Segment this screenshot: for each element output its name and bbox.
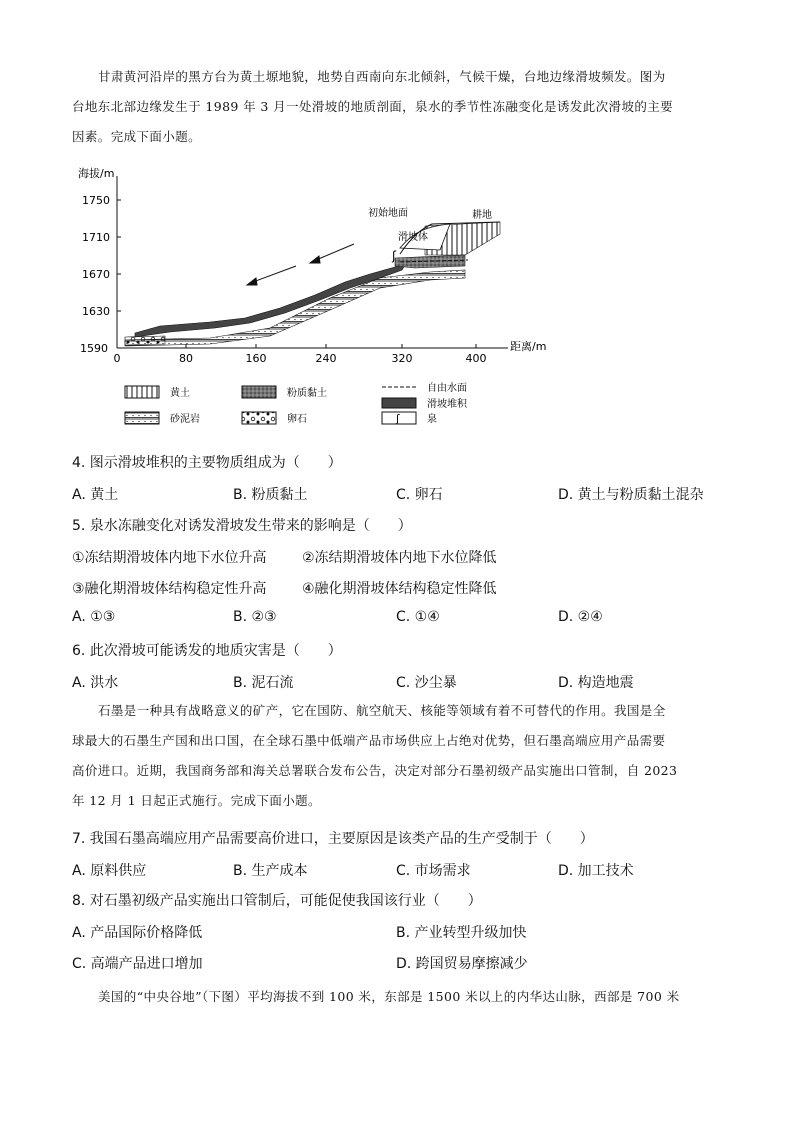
x-tick-label: 320	[391, 352, 413, 365]
q8-option-d[interactable]: D. 跨国贸易摩擦减少	[396, 956, 528, 972]
legend-swatch-landslide-deposit	[382, 398, 416, 408]
legend-text-loess: 黄土	[170, 388, 190, 399]
legend-swatch-pebble	[242, 412, 276, 424]
y-tick-label: 1710	[82, 231, 110, 244]
q5-item-2: ②冻结期滑坡体内地下水位降低	[302, 550, 497, 566]
q7-option-b[interactable]: B. 生产成本	[233, 863, 308, 879]
intro-paragraph-3	[72, 982, 722, 1012]
y-tick-label: 1670	[82, 268, 110, 281]
question-8-stem: 8. 对石墨初级产品实施出口管制后，可能促使我国该行业（ ）	[72, 893, 482, 909]
legend-swatch-loess	[125, 386, 159, 398]
q4-option-c[interactable]: C. 卵石	[396, 487, 443, 503]
q8-option-b[interactable]: B. 产业转型升级加快	[396, 925, 527, 941]
legend	[125, 381, 468, 425]
y-tick-label: 1590	[80, 342, 108, 355]
x-tick-label: 400	[465, 352, 487, 365]
intro3-line1: 美国的“中央谷地”（下图）平均海拔不到 100 米，东部是 1500 米以上的内华达山脉，西部是 700 米	[98, 989, 680, 1004]
intro2-line4: 年 12 月 1 日起正式施行。完成下面小题。	[72, 793, 321, 808]
q6-option-a[interactable]: A. 洪水	[72, 675, 119, 691]
label-farmland: 耕地	[472, 210, 492, 221]
legend-swatch-sandy-mudstone	[125, 412, 159, 424]
pebble-layer	[125, 336, 165, 345]
q8-option-c[interactable]: C. 高端产品进口增加	[72, 956, 203, 972]
legend-text-water-table: 自由水面	[427, 383, 467, 394]
spring-symbol: ʃ	[392, 249, 397, 263]
intro1-line1: 甘肃黄河沿岸的黑方台为黄土塬地貌，地势自西南向东北倾斜，气候干燥，台地边缘滑坡频发。图为	[98, 69, 666, 84]
intro2-line3: 高价进口。近期，我国商务部和海关总署联合发布公告，决定对部分石墨初级产品实施出口管制，自 2023	[72, 763, 678, 778]
legend-text-sandy-mudstone: 砂泥岩	[170, 414, 200, 425]
x-axis-label: 距离/m	[510, 340, 547, 353]
question-4-stem: 4. 图示滑坡堆积的主要物质组成为（ ）	[72, 455, 342, 471]
landslide-deposit	[135, 260, 408, 337]
intro2-line1: 石墨是一种具有战略意义的矿产，它在国防、航空航天、核能等领域有着不可替代的作用。我国是全	[98, 703, 666, 718]
y-tick-label: 1630	[82, 305, 110, 318]
landslide-profile-figure	[70, 160, 550, 438]
label-initial-ground: 初始地面	[368, 208, 408, 219]
q7-option-a[interactable]: A. 原料供应	[72, 863, 147, 879]
intro-paragraph-1	[72, 62, 722, 152]
q5-option-b[interactable]: B. ②③	[233, 609, 277, 625]
x-ticks	[114, 344, 487, 365]
question-5-stem: 5. 泉水冻融变化对诱发滑坡发生带来的影响是（ ）	[72, 518, 412, 534]
q5-option-a[interactable]: A. ①③	[72, 609, 116, 625]
q5-item-3: ③融化期滑坡体结构稳定性升高	[72, 581, 267, 597]
q5-item-1: ①冻结期滑坡体内地下水位升高	[72, 550, 267, 566]
q4-option-b[interactable]: B. 粉质黏土	[233, 487, 308, 503]
q4-option-a[interactable]: A. 黄土	[72, 487, 119, 503]
y-tick-label: 1750	[82, 194, 110, 207]
intro1-line3: 因素。完成下面小题。	[72, 129, 202, 144]
legend-text-pebble: 卵石	[287, 414, 307, 425]
legend-text-silty-clay: 粉质黏土	[287, 388, 327, 399]
y-ticks	[80, 194, 121, 355]
q8-option-a[interactable]: A. 产品国际价格降低	[72, 925, 203, 941]
q6-option-b[interactable]: B. 泥石流	[233, 675, 294, 691]
y-axis-label: 海拔/m	[78, 167, 115, 180]
legend-text-spring: 泉	[427, 414, 437, 425]
q6-option-d[interactable]: D. 构造地震	[558, 675, 634, 691]
slide-direction-arrows	[247, 244, 354, 285]
q5-option-d[interactable]: D. ②④	[558, 609, 603, 625]
intro-paragraph-2	[72, 696, 722, 816]
q5-item-4: ④融化期滑坡体结构稳定性降低	[302, 581, 497, 597]
intro1-line2: 台地东北部边缘发生于 1989 年 3 月一处滑坡的地质剖面，泉水的季节性冻融变化是诱发此次滑坡的主要	[72, 99, 674, 114]
question-6-stem: 6. 此次滑坡可能诱发的地质灾害是（ ）	[72, 643, 342, 659]
q6-option-c[interactable]: C. 沙尘暴	[396, 675, 457, 691]
intro2-line2: 球最大的石墨生产国和出口国，在全球石墨中低端产品市场供应上占绝对优势，但石墨高端应用产品需要	[72, 733, 666, 748]
x-tick-label: 160	[245, 352, 267, 365]
q4-option-d[interactable]: D. 黄土与粉质黏土混杂	[558, 487, 704, 503]
question-7-stem: 7. 我国石墨高端应用产品需要高价进口，主要原因是该类产品的生产受制于（ ）	[72, 831, 594, 847]
legend-swatch-silty-clay	[242, 386, 276, 398]
q7-option-d[interactable]: D. 加工技术	[558, 863, 634, 879]
x-tick-label: 80	[179, 352, 193, 365]
x-tick-label: 240	[315, 352, 337, 365]
label-landslide-body: 滑坡体	[398, 232, 428, 243]
q5-option-c[interactable]: C. ①④	[396, 609, 440, 625]
q7-option-c[interactable]: C. 市场需求	[396, 863, 471, 879]
x-tick-label: 0	[113, 352, 121, 365]
legend-text-landslide-deposit: 滑坡堆积	[427, 399, 467, 410]
spring-icon: ʃ	[396, 412, 400, 425]
